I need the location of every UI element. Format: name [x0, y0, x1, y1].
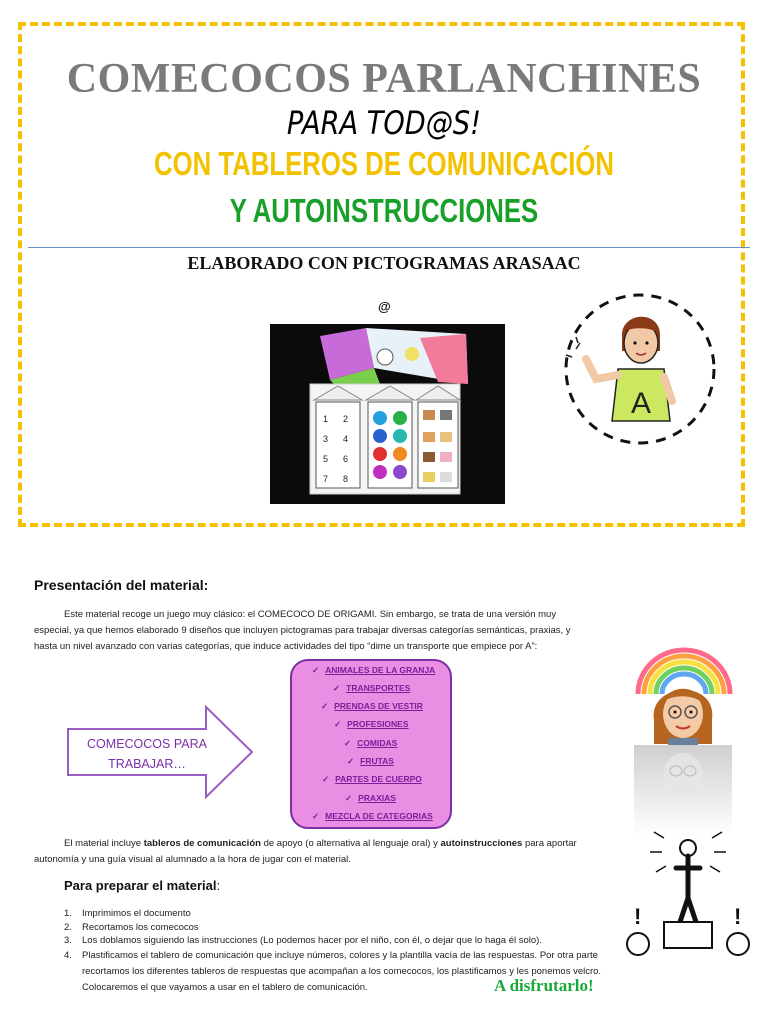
section-heading-presentation: Presentación del material:: [34, 577, 209, 593]
list-item: 1. Imprimimos el documento: [64, 908, 191, 919]
closing-text: A disfrutarlo!: [494, 976, 594, 995]
category-item[interactable]: ✓ COMIDAS: [344, 738, 398, 748]
category-item[interactable]: ✓ PRAXIAS: [345, 793, 396, 803]
arrow-label: [74, 734, 220, 774]
category-item[interactable]: ✓ FRUTAS: [347, 756, 394, 766]
page-title: COMECOCOS PARLANCHINES: [66, 56, 702, 102]
materials-paragraph: El material incluye tableros de comunicación de apoyo (o alternativa al lenguaje oral) y autoinstrucciones para aportar autonomía y una guía visual al alumnado a la hora de jugar con el material.: [34, 838, 577, 865]
category-item[interactable]: ✓ PROFESIONES: [334, 719, 409, 729]
category-item[interactable]: ✓ TRANSPORTES: [333, 683, 411, 693]
waving-child-icon: [562, 291, 718, 447]
list-item: 2. Recortamos los comecocos: [64, 921, 199, 933]
svg-text:7: 7: [323, 474, 329, 484]
svg-text:3: 3: [323, 434, 329, 444]
category-item[interactable]: ✓ PARTES DE CUERPO: [322, 774, 422, 784]
teacher-face-icon: [646, 672, 720, 750]
standing-person-icon: [624, 828, 752, 968]
svg-text:!: !: [734, 904, 742, 929]
title-line-instructions: Y AUTOINSTRUCCIONES: [229, 192, 539, 229]
at-symbol: @: [378, 299, 391, 314]
list-item: 4. Plastificamos el tablero de comunicación que incluye números, colores y la plantilla vacía de las respuestas. Por otra parte recortamos los diferentes tableros de respuestas que acompañan a los comecocos, los plastificamos y les ponemos velcro. Colocaremos el que vayamos a usar en el tablero de comunicación.: [64, 949, 602, 993]
arrow-label-line-2: TRABAJAR…: [108, 757, 186, 771]
avatar-letter: A: [630, 387, 652, 420]
svg-text:5: 5: [323, 454, 329, 464]
category-item[interactable]: ✓ PRENDAS DE VESTIR: [321, 701, 423, 711]
svg-text:1: 1: [323, 414, 329, 424]
svg-text:4: 4: [343, 434, 349, 444]
svg-text:!: !: [634, 904, 642, 929]
reflection-image: [634, 745, 732, 835]
list-item: 3. Los doblamos siguiendo las instrucciones (Lo podemos hacer por el niño, con él, o dejar que lo haga él solo).: [64, 935, 542, 946]
arrow-label-line-1: COMECOCOS PARA: [87, 737, 207, 751]
svg-text:8: 8: [343, 474, 349, 484]
section-heading-prepare: Para preparar el material:: [64, 878, 221, 893]
byline: ELABORADO CON PICTOGRAMAS ARASAAC: [187, 253, 581, 273]
intro-paragraph: Este material recoge un juego muy clásico: el COMECOCO DE ORIGAMI. Sin embargo, se trata de una versión muy especial, ya que hemos elaborado 9 diseños que incluyen pictogramas para trabajar diversas categorías semánticas, praxias, y hasta un nivel avanzado con varias categorías, que induce actividades del tipo “dime un transporte que empiece por A”:: [34, 609, 571, 652]
category-item[interactable]: ✓ MEZCLA DE CATEGORIAS: [312, 811, 433, 821]
title-line-communication: CON TABLEROS DE COMUNICACIÓN: [154, 145, 614, 182]
svg-text:6: 6: [343, 454, 349, 464]
page-subtitle: PARA TOD@S!: [286, 104, 482, 142]
divider: [28, 247, 750, 248]
category-item[interactable]: ✓ ANIMALES DE LA GRANJA: [312, 665, 436, 675]
board-number-grid: [316, 402, 360, 488]
svg-text:2: 2: [343, 414, 349, 424]
material-photo: [270, 324, 505, 504]
material-photo-drawing: [270, 324, 505, 504]
